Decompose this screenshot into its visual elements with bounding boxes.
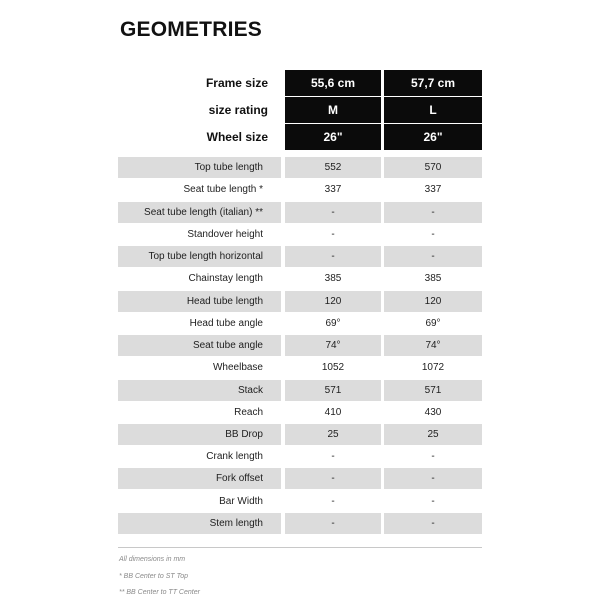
header-label: Wheel size — [206, 130, 268, 144]
row-value-l: - — [384, 468, 482, 489]
row-value-l: 120 — [384, 291, 482, 312]
row-value-m: - — [331, 496, 335, 507]
row-value-l: 1072 — [421, 362, 445, 373]
footnote-seat-tube-italian: ** BB Center to TT Center — [119, 589, 200, 596]
header-value-m: M — [285, 97, 381, 123]
row-value-l: - — [431, 451, 435, 462]
table-row — [118, 402, 482, 423]
row-value-l: 74° — [384, 335, 482, 356]
footer-divider — [118, 547, 482, 548]
row-value-m: - — [285, 468, 381, 489]
table-row — [118, 179, 482, 200]
row-label: Bar Width — [219, 496, 263, 507]
row-value-l: 69° — [425, 318, 441, 329]
row-value-m: 571 — [285, 380, 381, 401]
table-row — [118, 224, 482, 245]
row-label: Standover height — [187, 229, 263, 240]
table-row — [118, 335, 482, 356]
header-value-l: L — [384, 97, 482, 123]
row-label: BB Drop — [118, 424, 281, 445]
header-row-wheel-size — [118, 124, 482, 150]
table-row — [118, 157, 482, 178]
table-row — [118, 357, 482, 378]
row-value-m: - — [331, 451, 335, 462]
row-value-m: 385 — [324, 273, 342, 284]
row-value-m: 25 — [285, 424, 381, 445]
row-value-m: 337 — [324, 184, 342, 195]
row-label: Top tube length — [118, 157, 281, 178]
table-row — [118, 246, 482, 267]
table-row — [118, 424, 482, 445]
table-row — [118, 313, 482, 334]
row-label: Stack — [118, 380, 281, 401]
row-value-m: - — [285, 202, 381, 223]
table-row — [118, 268, 482, 289]
table-row — [118, 380, 482, 401]
row-value-l: 430 — [424, 407, 442, 418]
header-value-m: 26" — [285, 124, 381, 150]
header-label: size rating — [208, 103, 268, 117]
row-value-l: 570 — [384, 157, 482, 178]
page-title: GEOMETRIES — [120, 18, 263, 41]
row-value-m: - — [285, 513, 381, 534]
row-label: Crank length — [206, 451, 263, 462]
row-value-m: 410 — [324, 407, 342, 418]
row-label: Seat tube length (italian) ** — [118, 202, 281, 223]
row-value-m: - — [331, 229, 335, 240]
row-value-l: - — [384, 202, 482, 223]
row-value-l: 571 — [384, 380, 482, 401]
row-label: Wheelbase — [212, 362, 263, 373]
footnote-seat-tube: * BB Center to ST Top — [119, 573, 188, 580]
row-value-l: 337 — [424, 184, 442, 195]
row-value-l: 385 — [424, 273, 442, 284]
row-value-l: 25 — [384, 424, 482, 445]
row-label: Top tube length horizontal — [118, 246, 281, 267]
row-value-l: - — [431, 496, 435, 507]
table-row — [118, 468, 482, 489]
row-value-m: 74° — [285, 335, 381, 356]
row-label: Stem length — [118, 513, 281, 534]
row-value-m: 120 — [285, 291, 381, 312]
row-value-m: 69° — [325, 318, 341, 329]
row-value-l: - — [384, 246, 482, 267]
header-value-m: 55,6 cm — [285, 70, 381, 96]
header-row-frame-size — [118, 70, 482, 96]
row-label: Fork offset — [118, 468, 281, 489]
row-label: Chainstay length — [188, 273, 263, 284]
header-value-l: 26" — [384, 124, 482, 150]
footnote-units: All dimensions in mm — [119, 556, 186, 563]
header-label: Frame size — [205, 76, 268, 90]
row-label: Reach — [234, 407, 263, 418]
row-value-m: 552 — [285, 157, 381, 178]
header-value-l: 57,7 cm — [384, 70, 482, 96]
table-row — [118, 446, 482, 467]
table-row — [118, 491, 482, 512]
row-value-m: - — [285, 246, 381, 267]
row-label: Head tube angle — [189, 318, 263, 329]
row-value-l: - — [384, 513, 482, 534]
header-row-size-rating — [118, 97, 482, 123]
row-label: Seat tube length * — [183, 184, 263, 195]
table-row — [118, 513, 482, 534]
table-row — [118, 202, 482, 223]
row-value-m: 1052 — [321, 362, 345, 373]
row-value-l: - — [431, 229, 435, 240]
table-row — [118, 291, 482, 312]
row-label: Head tube length — [118, 291, 281, 312]
row-label: Seat tube angle — [118, 335, 281, 356]
